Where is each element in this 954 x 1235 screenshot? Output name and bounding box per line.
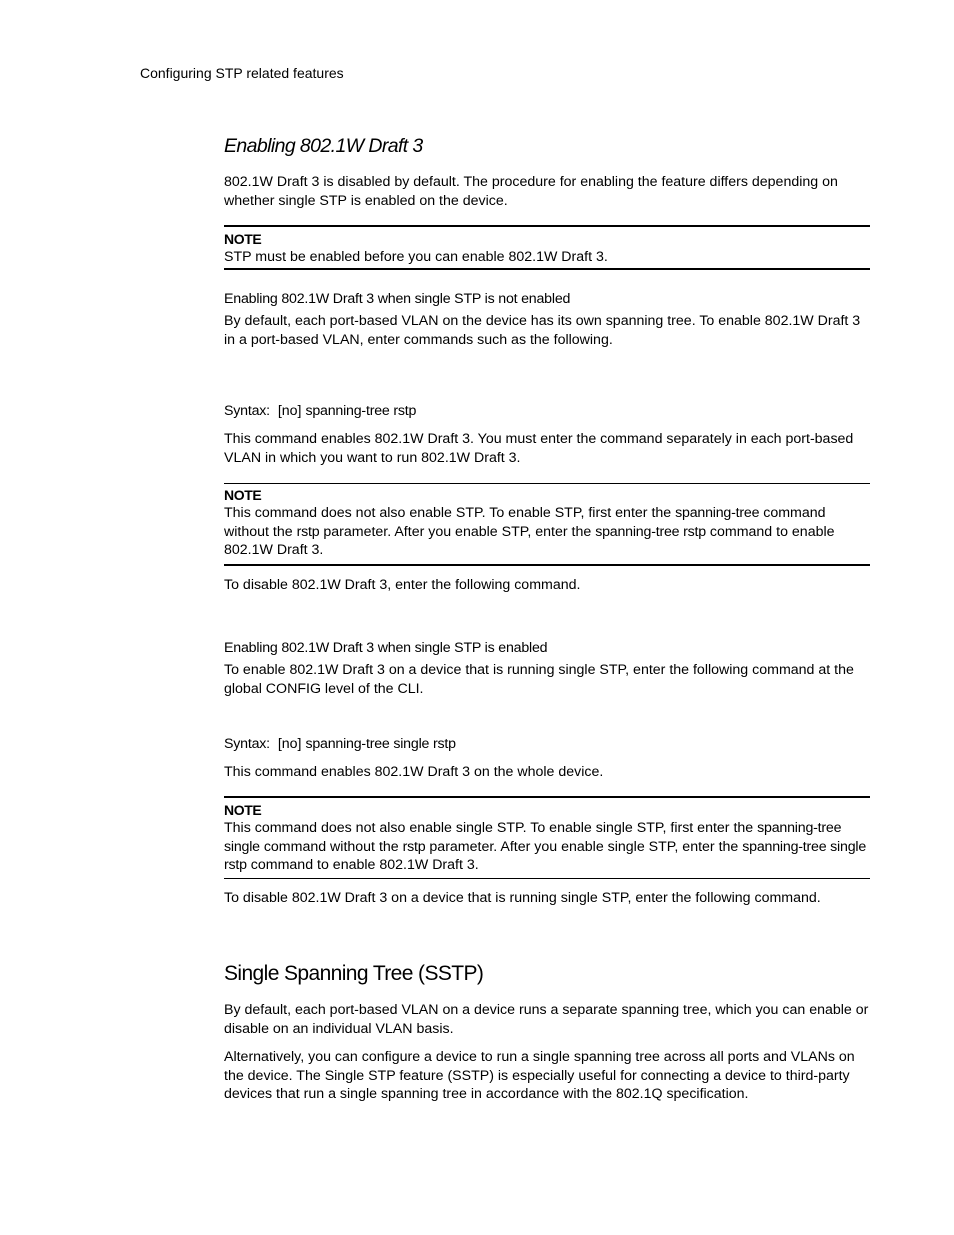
subsection-body-paragraph: To enable 802.1W Draft 3 on a device that is running single STP, enter the following command at the global CONFIG level of the CLI.: [224, 662, 854, 697]
note-text: [224, 504, 870, 560]
section-intro-paragraph: 802.1W Draft 3 is disabled by default. The procedure for enabling the feature differs depending on whether single STP is enabled on the device.: [224, 174, 838, 209]
syntax-option: [no]: [277, 736, 302, 752]
note-box-stp-required: [224, 225, 870, 270]
note-text-part: parameter. After you enable single STP, enter the: [425, 838, 743, 855]
note-text: STP must be enabled before you can enable 802.1W Draft 3.: [224, 249, 608, 265]
note-text-part: parameter. After you enable STP, enter the: [319, 523, 596, 540]
running-head: Configuring STP related features: [140, 65, 344, 81]
note-text-part: command without the: [259, 838, 403, 855]
command-description: This command enables 802.1W Draft 3 on the whole device.: [224, 764, 604, 780]
note-box-stp-not-enabled: [224, 483, 870, 566]
note-box-single-stp: [224, 796, 870, 879]
syntax-command: spanning-tree rstp: [305, 403, 417, 419]
note-text-part: command to enable 802.1W Draft 3.: [224, 523, 835, 558]
note-text-part: This command does not also enable single STP. To enable single STP, first enter the: [224, 820, 758, 836]
section-heading-enabling-8021w: Enabling 802.1W Draft 3: [224, 135, 423, 157]
note-keyword: spanning-tree: [675, 505, 760, 521]
note-label: NOTE: [224, 231, 262, 247]
syntax-label: Syntax:: [224, 736, 270, 752]
section-paragraph: By default, each port-based VLAN on a device runs a separate spanning tree, which you can enable or disable on an individual VLAN basis.: [224, 1002, 869, 1037]
note-label: NOTE: [224, 802, 262, 818]
syntax-command: spanning-tree single rstp: [305, 736, 456, 752]
subsection-heading-not-enabled: Enabling 802.1W Draft 3 when single STP is not enabled: [224, 291, 571, 307]
subsection-heading-enabled: Enabling 802.1W Draft 3 when single STP is enabled: [224, 640, 548, 656]
syntax-option: [no]: [277, 403, 302, 419]
syntax-label: Syntax:: [224, 403, 270, 419]
note-keyword: spanning-tree single: [224, 820, 842, 855]
syntax-line: [224, 402, 870, 421]
note-keyword: spanning-tree rstp: [595, 523, 706, 540]
note-text-part: command to enable 802.1W Draft 3.: [246, 857, 479, 873]
disable-instruction: To disable 802.1W Draft 3 on a device that is running single STP, enter the following command.: [224, 890, 821, 906]
note-keyword: rstp: [296, 523, 320, 540]
disable-instruction: To disable 802.1W Draft 3, enter the following command.: [224, 577, 581, 593]
note-keyword: rstp: [402, 838, 426, 855]
note-text: [224, 819, 870, 875]
subsection-body-paragraph: By default, each port-based VLAN on the device has its own spanning tree. To enable 802.1W Draft 3 in a port-based VLAN, enter commands such as the following.: [224, 313, 861, 348]
note-label: NOTE: [224, 487, 262, 503]
section-paragraph: Alternatively, you can configure a device to run a single spanning tree across all ports and VLANs on the device. The Single STP feature (SSTP) is especially useful for connecting a device to third-party devices that run a single spanning tree in accordance with the 802.1Q specification.: [224, 1049, 855, 1102]
note-text-part: This command does not also enable STP. To enable STP, first enter the: [224, 505, 676, 521]
syntax-line: [224, 735, 870, 754]
note-keyword: spanning-tree single rstp: [224, 838, 867, 873]
command-description: This command enables 802.1W Draft 3. You must enter the command separately in each port-based VLAN in which you want to run 802.1W Draft 3.: [224, 431, 854, 466]
note-text-part: command without the: [224, 505, 826, 540]
section-heading-sstp: Single Spanning Tree (SSTP): [224, 962, 484, 985]
